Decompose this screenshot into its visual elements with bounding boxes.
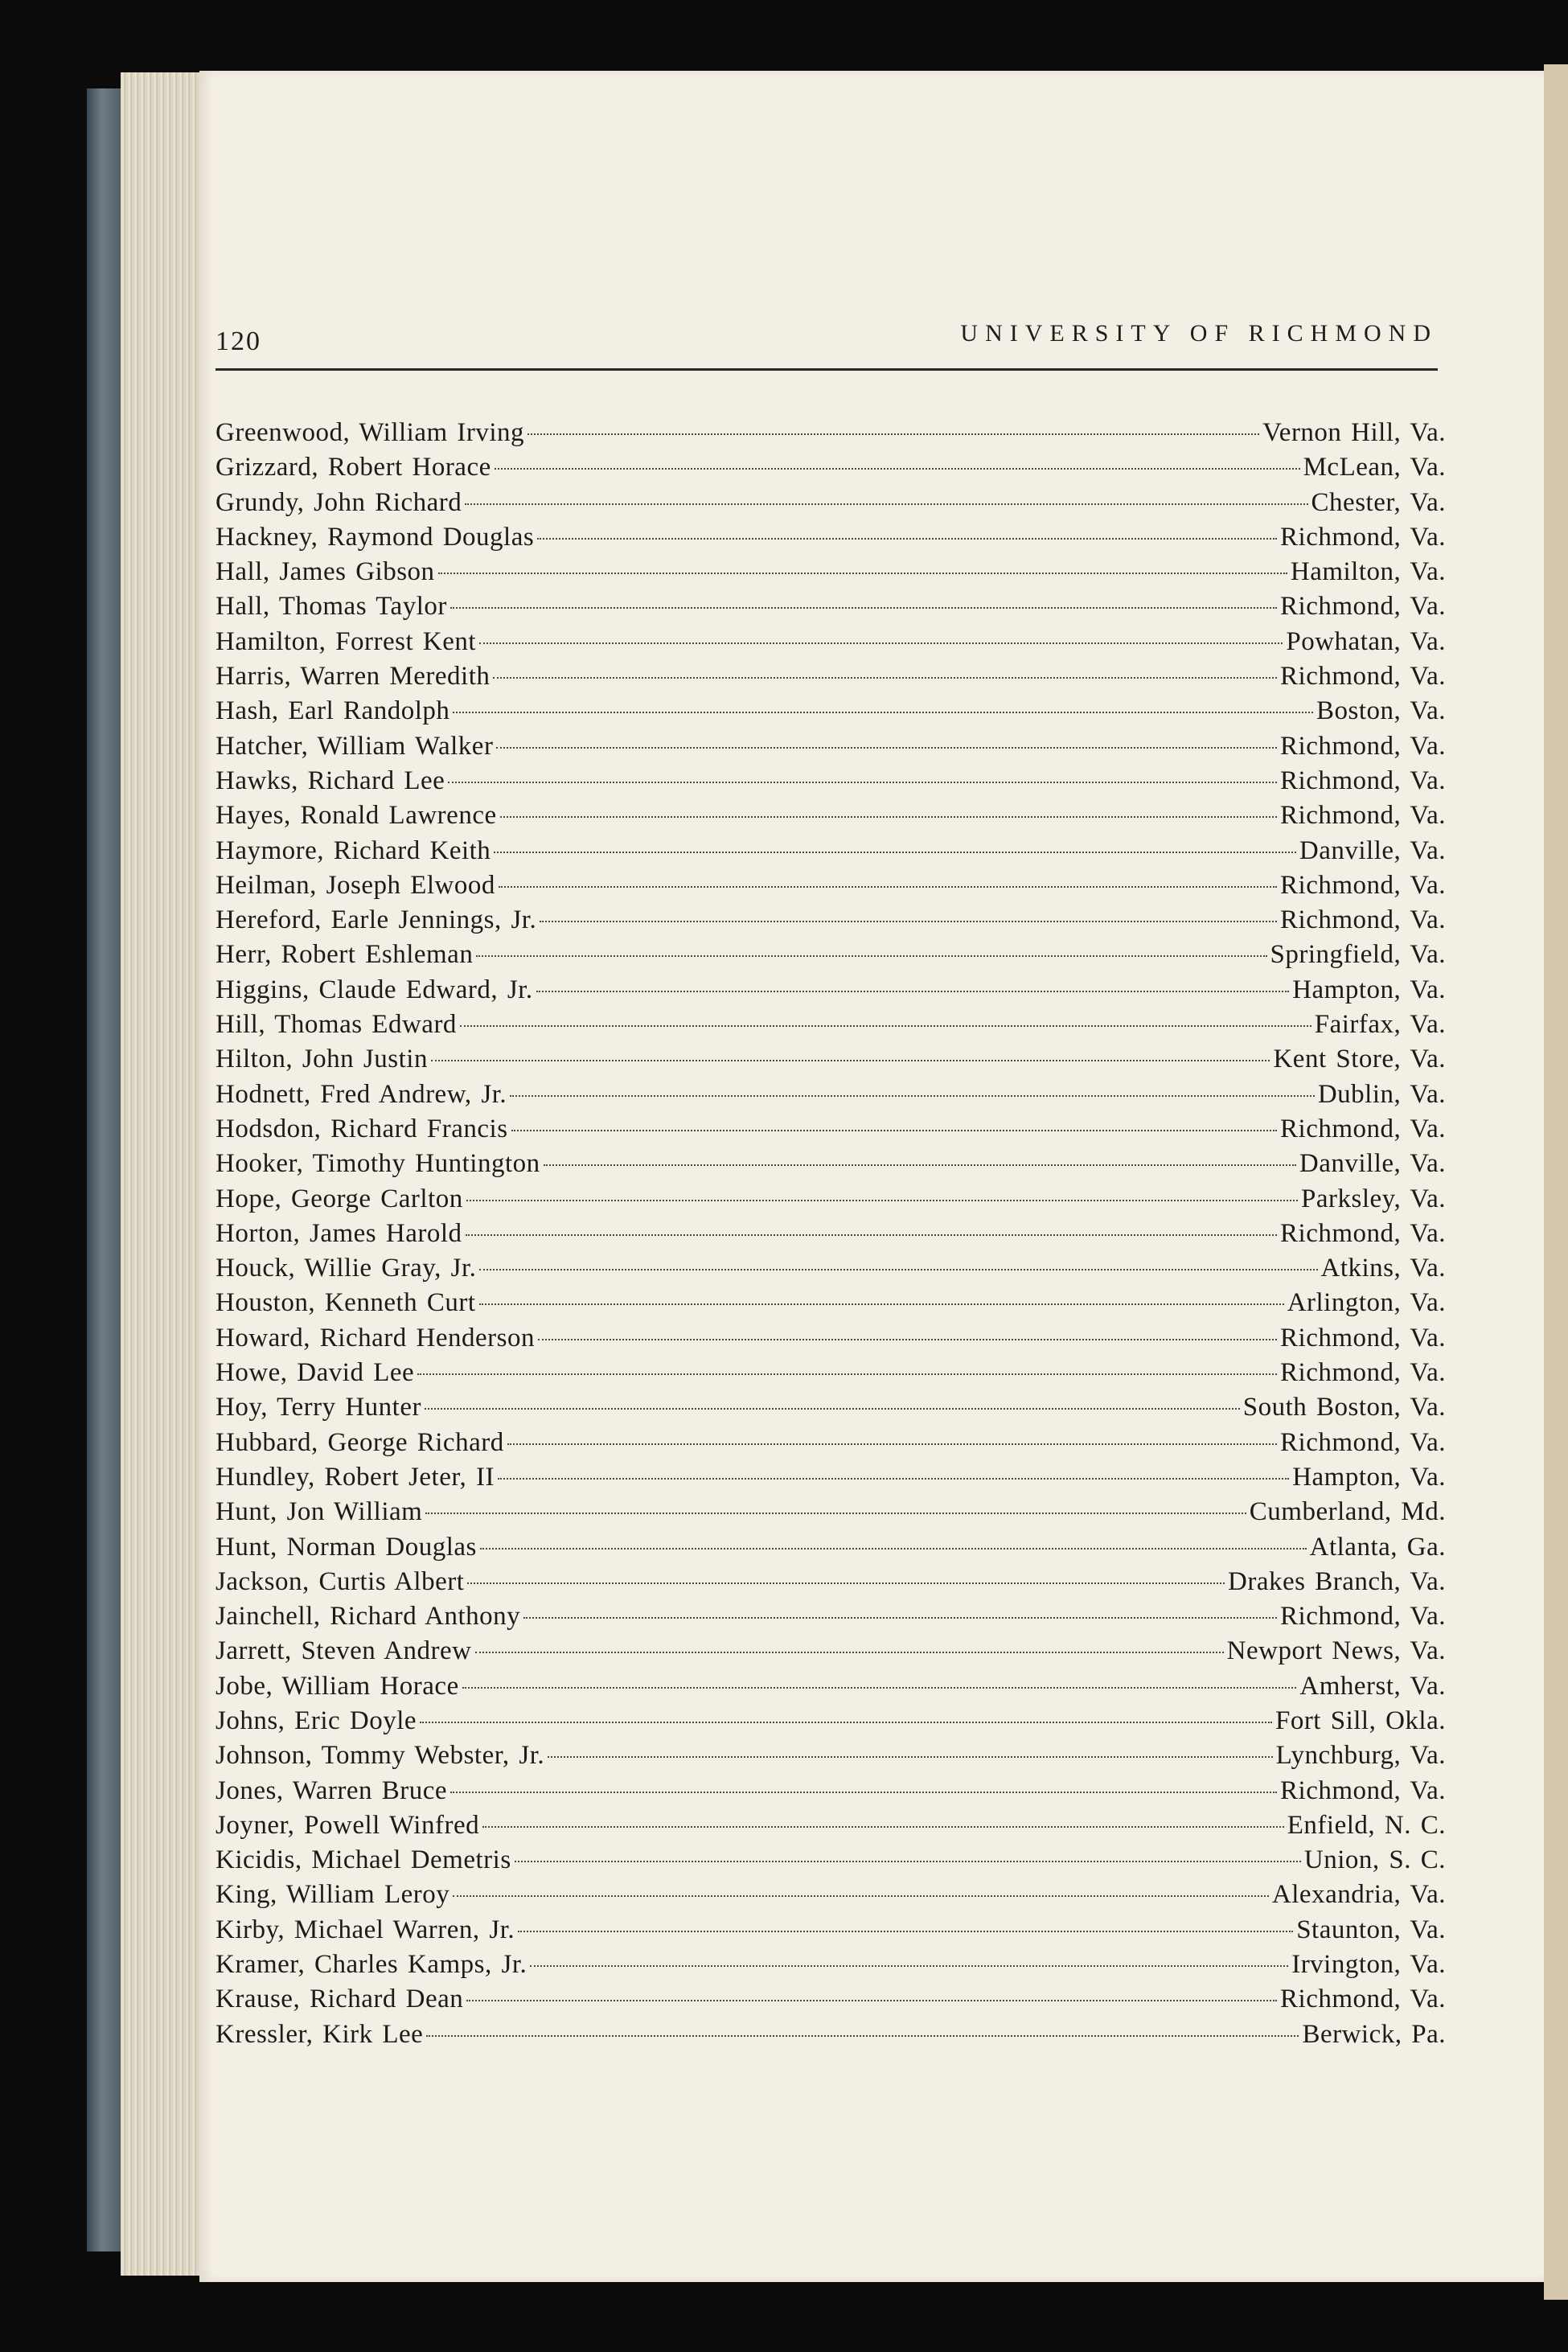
student-name: Hackney, Raymond Douglas — [215, 522, 535, 552]
list-item — [215, 1915, 1446, 1950]
list-item — [215, 592, 1446, 626]
student-name: Kramer, Charles Kamps, Jr. — [215, 1950, 527, 1980]
list-item — [215, 940, 1446, 975]
student-name: Hooker, Timothy Huntington — [215, 1149, 540, 1179]
dot-leader — [507, 1443, 1277, 1445]
student-name: Hodsdon, Richard Francis — [215, 1114, 508, 1143]
list-item — [215, 1567, 1446, 1602]
dot-leader — [448, 782, 1277, 783]
hometown: Drakes Branch, Va. — [1228, 1566, 1446, 1596]
dot-leader — [479, 1303, 1284, 1305]
running-head: UNIVERSITY OF RICHMOND — [960, 320, 1438, 347]
student-name: Hodnett, Fred Andrew, Jr. — [215, 1079, 507, 1109]
hometown: Boston, Va. — [1316, 696, 1446, 726]
dot-leader — [536, 991, 1290, 992]
hometown: Alexandria, Va. — [1271, 1880, 1446, 1910]
hometown: Richmond, Va. — [1280, 1218, 1446, 1248]
dot-leader — [544, 1164, 1296, 1166]
student-name: Hall, Thomas Taylor — [215, 592, 447, 622]
list-item — [215, 1114, 1446, 1149]
hometown: Richmond, Va. — [1280, 1602, 1446, 1632]
hometown: Cumberland, Md. — [1249, 1497, 1446, 1527]
student-name: Hash, Earl Randolph — [215, 696, 450, 726]
dot-leader — [498, 1478, 1289, 1480]
hometown: Richmond, Va. — [1280, 766, 1446, 795]
hometown: Union, S. C. — [1303, 1845, 1446, 1875]
header-rule — [215, 368, 1438, 371]
dot-leader — [450, 1792, 1277, 1793]
list-item — [215, 1985, 1446, 2019]
list-item — [215, 1880, 1446, 1915]
student-name: King, William Leroy — [215, 1880, 450, 1910]
student-name: Herr, Robert Eshleman — [215, 940, 474, 970]
dot-leader — [425, 1408, 1240, 1410]
hometown: Berwick, Pa. — [1302, 2019, 1446, 2049]
dot-leader — [417, 1373, 1277, 1375]
hometown: Powhatan, Va. — [1286, 626, 1446, 656]
list-item — [215, 1672, 1446, 1706]
list-item — [215, 453, 1446, 487]
student-name: Kicidis, Michael Demetris — [215, 1845, 511, 1875]
list-item — [215, 1149, 1446, 1184]
hometown: Arlington, Va. — [1287, 1288, 1446, 1318]
hometown: Danville, Va. — [1299, 1149, 1446, 1179]
student-name: Hawks, Richard Lee — [215, 766, 445, 795]
page-header — [215, 320, 1438, 368]
dot-leader — [548, 1756, 1272, 1758]
book-spine — [87, 88, 124, 2251]
hometown: McLean, Va. — [1303, 453, 1446, 482]
student-name: Hayes, Ronald Lawrence — [215, 801, 497, 831]
dot-leader — [496, 747, 1277, 749]
student-name: Howe, David Lee — [215, 1358, 415, 1388]
list-item — [215, 1636, 1446, 1671]
dot-leader — [537, 538, 1277, 540]
list-item — [215, 1184, 1446, 1219]
page-edges — [121, 72, 209, 2276]
list-item — [215, 1324, 1446, 1358]
list-item — [215, 766, 1446, 801]
list-item — [215, 1254, 1446, 1288]
hometown: Dublin, Va. — [1317, 1079, 1446, 1109]
dot-leader — [499, 886, 1277, 888]
dot-leader — [523, 1617, 1277, 1619]
dot-leader — [475, 1652, 1224, 1653]
student-name: Hoy, Terry Hunter — [215, 1393, 421, 1422]
student-name: Harris, Warren Meredith — [215, 662, 491, 692]
dot-leader — [511, 1130, 1277, 1131]
hometown: Richmond, Va. — [1280, 522, 1446, 552]
student-name: Jainchell, Richard Anthony — [215, 1602, 521, 1632]
hometown: Richmond, Va. — [1280, 870, 1446, 900]
dot-leader — [465, 503, 1307, 505]
dot-leader — [466, 2000, 1277, 2001]
dot-leader — [518, 1931, 1293, 1932]
student-name: Greenwood, William Irving — [215, 418, 525, 447]
dot-leader — [530, 1965, 1288, 1967]
dot-leader — [466, 1234, 1277, 1236]
list-item — [215, 557, 1446, 592]
student-name: Grizzard, Robert Horace — [215, 453, 491, 482]
student-name: Jarrett, Steven Andrew — [215, 1636, 472, 1666]
dot-leader — [467, 1582, 1225, 1584]
student-name: Hunt, Jon William — [215, 1497, 423, 1527]
facing-page-edge — [1544, 64, 1568, 2300]
student-name: Krause, Richard Dean — [215, 1985, 464, 2014]
student-name: Jones, Warren Bruce — [215, 1775, 448, 1805]
list-item — [215, 836, 1446, 871]
student-name: Hunt, Norman Douglas — [215, 1532, 477, 1562]
student-name: Jackson, Curtis Albert — [215, 1566, 465, 1596]
list-item — [215, 1463, 1446, 1497]
student-name: Hatcher, William Walker — [215, 731, 494, 761]
list-item — [215, 1741, 1446, 1775]
hometown: Richmond, Va. — [1280, 801, 1446, 831]
list-item — [215, 488, 1446, 523]
hometown: Enfield, N. C. — [1287, 1810, 1446, 1840]
hometown: Fairfax, Va. — [1314, 1010, 1446, 1040]
hometown: Parksley, Va. — [1301, 1184, 1446, 1213]
student-name: Hundley, Robert Jeter, II — [215, 1462, 495, 1492]
student-name: Haymore, Richard Keith — [215, 835, 491, 865]
list-item — [215, 732, 1446, 766]
hometown: Newport News, Va. — [1226, 1636, 1446, 1666]
list-item — [215, 1080, 1446, 1114]
hometown: Richmond, Va. — [1280, 1985, 1446, 2014]
student-name: Jobe, William Horace — [215, 1671, 459, 1701]
hometown: Richmond, Va. — [1280, 592, 1446, 622]
list-item — [215, 975, 1446, 1010]
list-item — [215, 1497, 1446, 1532]
hometown: Hamilton, Va. — [1290, 557, 1446, 587]
hometown: Springfield, Va. — [1270, 940, 1446, 970]
list-item — [215, 1776, 1446, 1811]
student-list — [215, 418, 1446, 2054]
list-item — [215, 1428, 1446, 1463]
hometown: Vernon Hill, Va. — [1262, 418, 1446, 447]
hometown: Kent Store, Va. — [1273, 1045, 1446, 1074]
list-item — [215, 1010, 1446, 1045]
hometown: Staunton, Va. — [1296, 1915, 1446, 1944]
student-name: Houston, Kenneth Curt — [215, 1288, 476, 1318]
list-item — [215, 1950, 1446, 1985]
dot-leader — [460, 1025, 1311, 1027]
hometown: Danville, Va. — [1299, 835, 1446, 865]
list-item — [215, 1045, 1446, 1079]
list-item — [215, 1393, 1446, 1427]
hometown: Richmond, Va. — [1280, 1427, 1446, 1457]
dot-leader — [450, 607, 1277, 609]
student-name: Heilman, Joseph Elwood — [215, 870, 495, 900]
dot-leader — [426, 2035, 1299, 2037]
list-item — [215, 523, 1446, 557]
hometown: Chester, Va. — [1311, 487, 1446, 517]
dot-leader — [527, 433, 1259, 435]
hometown: Irvington, Va. — [1291, 1950, 1446, 1980]
hometown: Hampton, Va. — [1292, 975, 1446, 1004]
dot-leader — [515, 1861, 1301, 1862]
dot-leader — [431, 1060, 1270, 1061]
student-name: Hill, Thomas Edward — [215, 1010, 457, 1040]
dot-leader — [500, 816, 1277, 818]
dot-leader — [538, 1339, 1277, 1340]
dot-leader — [453, 712, 1313, 713]
student-name: Kressler, Kirk Lee — [215, 2019, 424, 2049]
list-item — [215, 1706, 1446, 1741]
dot-leader — [510, 1095, 1315, 1097]
list-item — [215, 1219, 1446, 1254]
dot-leader — [425, 1513, 1246, 1514]
list-item — [215, 696, 1446, 731]
hometown: Richmond, Va. — [1280, 905, 1446, 935]
student-name: Hamilton, Forrest Kent — [215, 626, 477, 656]
hometown: Atlanta, Ga. — [1309, 1532, 1446, 1562]
dot-leader — [462, 1687, 1297, 1689]
student-name: Hall, James Gibson — [215, 557, 435, 587]
student-name: Horton, James Harold — [215, 1218, 462, 1248]
list-item — [215, 1288, 1446, 1323]
list-item — [215, 1845, 1446, 1880]
list-item — [215, 627, 1446, 662]
list-item — [215, 1811, 1446, 1845]
student-name: Johnson, Tommy Webster, Jr. — [215, 1741, 545, 1771]
student-name: Houck, Willie Gray, Jr. — [215, 1254, 477, 1283]
hometown: Hampton, Va. — [1292, 1462, 1446, 1492]
dot-leader — [494, 852, 1296, 853]
student-name: Hubbard, George Richard — [215, 1427, 504, 1457]
dot-leader — [495, 468, 1300, 470]
hometown: Fort Sill, Okla. — [1275, 1706, 1446, 1735]
dot-leader — [480, 1548, 1307, 1550]
dot-leader — [476, 955, 1266, 957]
dot-leader — [482, 1826, 1284, 1828]
hometown: South Boston, Va. — [1242, 1393, 1446, 1422]
hometown: Richmond, Va. — [1280, 1323, 1446, 1353]
hometown: Richmond, Va. — [1280, 1775, 1446, 1805]
student-name: Hereford, Earle Jennings, Jr. — [215, 905, 537, 935]
list-item — [215, 1533, 1446, 1567]
dot-leader — [466, 1200, 1298, 1201]
dot-leader — [420, 1722, 1272, 1723]
student-name: Johns, Eric Doyle — [215, 1706, 417, 1735]
list-item — [215, 871, 1446, 905]
student-name: Kirby, Michael Warren, Jr. — [215, 1915, 515, 1944]
list-item — [215, 1358, 1446, 1393]
list-item — [215, 418, 1446, 453]
dot-leader — [453, 1895, 1269, 1897]
student-name: Grundy, John Richard — [215, 487, 462, 517]
student-name: Joyner, Powell Winfred — [215, 1810, 480, 1840]
hometown: Amherst, Va. — [1299, 1671, 1446, 1701]
list-item — [215, 905, 1446, 940]
hometown: Richmond, Va. — [1280, 1114, 1446, 1143]
list-item — [215, 662, 1446, 696]
hometown: Lynchburg, Va. — [1275, 1741, 1446, 1771]
dot-leader — [479, 1269, 1317, 1270]
hometown: Richmond, Va. — [1280, 662, 1446, 692]
page-number: 120 — [215, 326, 261, 356]
hometown: Richmond, Va. — [1280, 731, 1446, 761]
list-item — [215, 1602, 1446, 1636]
student-name: Higgins, Claude Edward, Jr. — [215, 975, 533, 1004]
dot-leader — [540, 921, 1277, 922]
dot-leader — [493, 677, 1277, 679]
list-item — [215, 2020, 1446, 2054]
student-name: Hope, George Carlton — [215, 1184, 463, 1213]
hometown: Atkins, Va. — [1320, 1254, 1446, 1283]
student-name: Hilton, John Justin — [215, 1045, 428, 1074]
dot-leader — [479, 642, 1283, 644]
hometown: Richmond, Va. — [1280, 1358, 1446, 1388]
dot-leader — [438, 573, 1287, 574]
list-item — [215, 801, 1446, 835]
student-name: Howard, Richard Henderson — [215, 1323, 535, 1353]
